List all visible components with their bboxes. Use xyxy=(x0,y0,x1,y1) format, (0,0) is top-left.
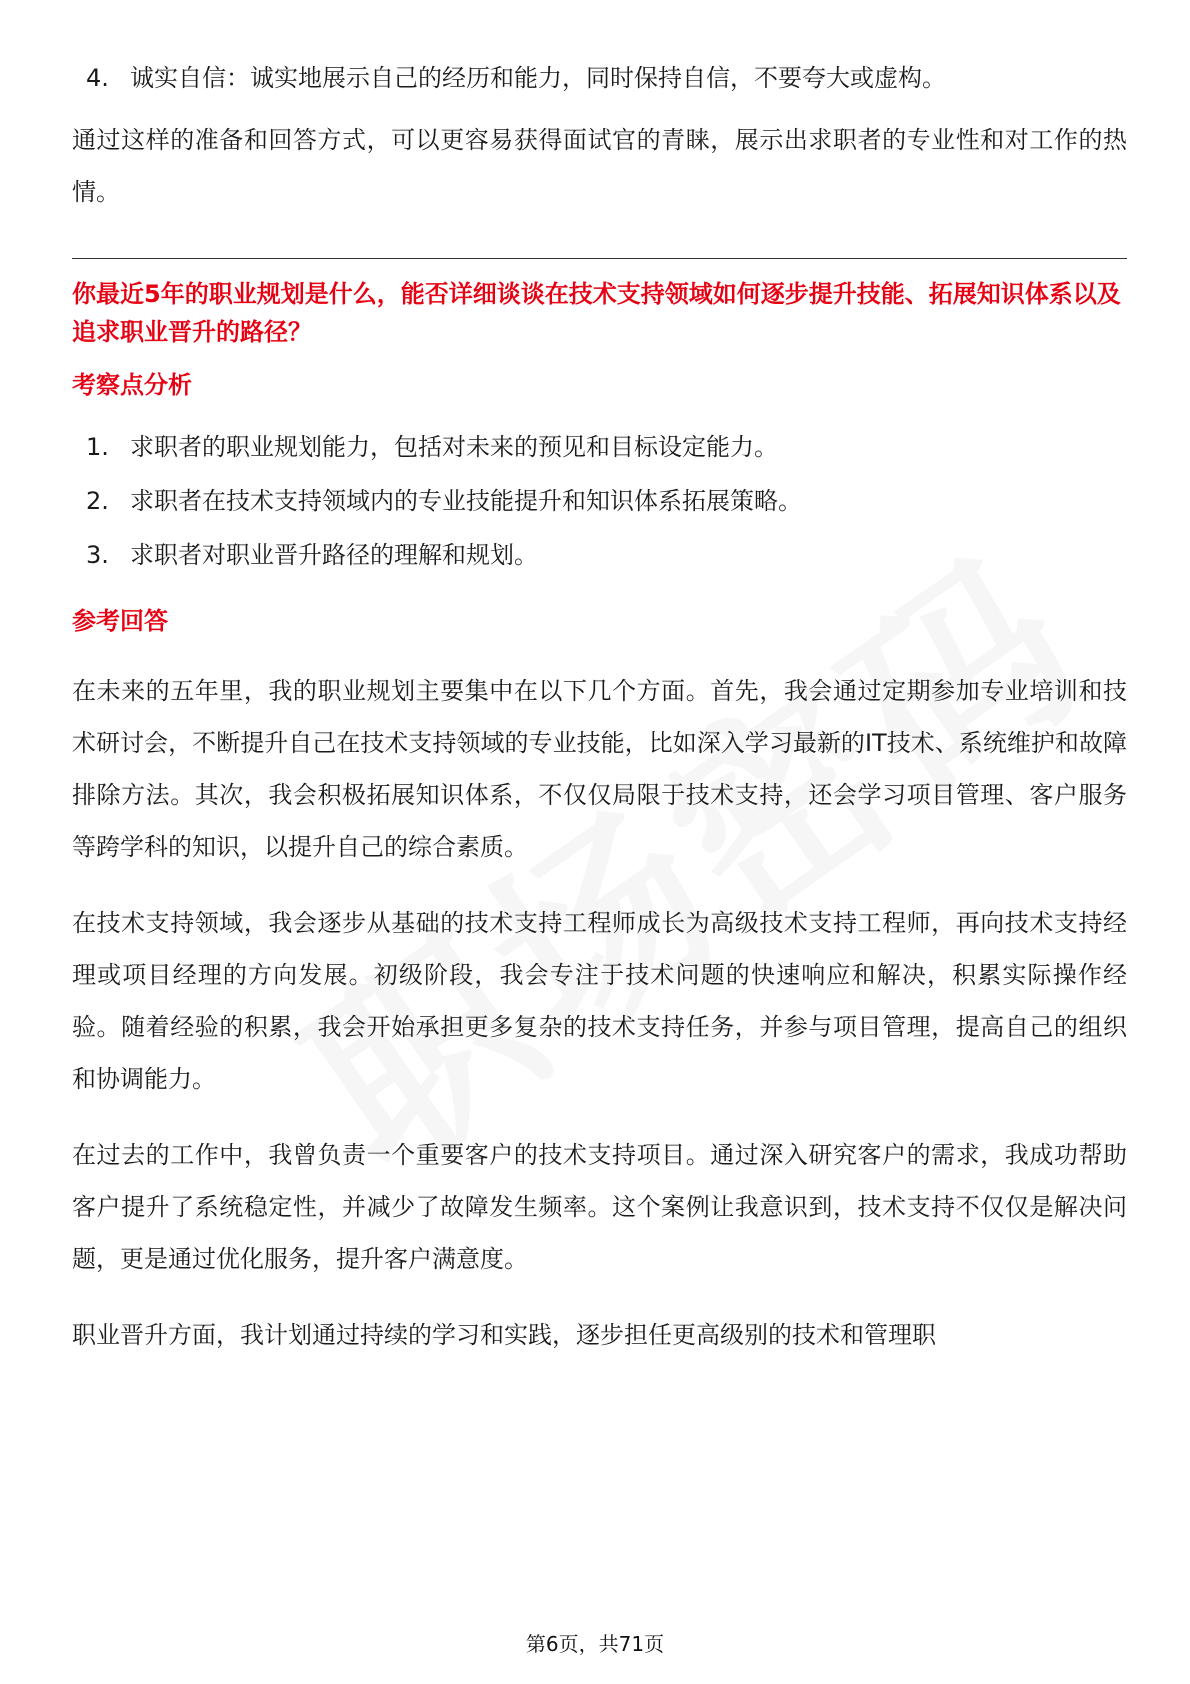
list-item-text: 求职者对职业晋升路径的理解和规划。 xyxy=(130,541,538,569)
page-content xyxy=(72,60,1127,1385)
list-item xyxy=(72,60,1127,96)
answer-paragraph: 职业晋升方面，我计划通过持续的学习和实践，逐步担任更高级别的技术和管理职 xyxy=(72,1321,936,1349)
top-list xyxy=(72,60,1127,96)
answer-title: 参考回答 xyxy=(72,607,168,635)
page-number-footer: 第6页，共71页 xyxy=(525,1632,665,1656)
list-item xyxy=(72,483,1127,519)
list-item-text: 求职者在技术支持领域内的专业技能提升和知识体系拓展策略。 xyxy=(130,487,802,515)
answer-paragraph: 在过去的工作中，我曾负责一个重要客户的技术支持项目。通过深入研究客户的需求，我成功帮助客户提升了系统稳定性，并减少了故障发生频率。这个案例让我意识到，技术支持不仅仅是解决问题，更是通过优化服务，提升客户满意度。 xyxy=(72,1141,1127,1273)
list-item xyxy=(72,429,1127,465)
section-divider xyxy=(72,258,1127,259)
analysis-list xyxy=(72,429,1127,573)
question-heading: 你最近5年的职业规划是什么，能否详细谈谈在技术支持领域如何逐步提升技能、拓展知识体系以及追求职业晋升的路径？ xyxy=(72,280,1121,346)
list-item-number: 2. xyxy=(86,487,109,515)
list-item-number: 4. xyxy=(86,64,109,92)
list-item-number: 3. xyxy=(86,541,109,569)
analysis-title: 考察点分析 xyxy=(72,371,192,399)
list-item-text: 诚实自信：诚实地展示自己的经历和能力，同时保持自信，不要夸大或虚构。 xyxy=(130,64,946,92)
answer-paragraph: 在未来的五年里，我的职业规划主要集中在以下几个方面。首先，我会通过定期参加专业培训和技术研讨会，不断提升自己在技术支持领域的专业技能，比如深入学习最新的IT技术、系统维护和故障排除方法。其次，我会积极拓展知识体系，不仅仅局限于技术支持，还会学习项目管理、客户服务等跨学科的知识，以提升自己的综合素质。 xyxy=(72,677,1127,861)
list-item-number: 1. xyxy=(86,433,109,461)
answer-paragraph: 在技术支持领域，我会逐步从基础的技术支持工程师成长为高级技术支持工程师，再向技术支持经理或项目经理的方向发展。初级阶段，我会专注于技术问题的快速响应和解决，积累实际操作经验。随着经验的积累，我会开始承担更多复杂的技术支持任务，并参与项目管理，提高自己的组织和协调能力。 xyxy=(72,909,1127,1093)
list-item xyxy=(72,537,1127,573)
summary-paragraph: 通过这样的准备和回答方式，可以更容易获得面试官的青睐，展示出求职者的专业性和对工作的热情。 xyxy=(72,126,1127,206)
list-item-text: 求职者的职业规划能力，包括对未来的预见和目标设定能力。 xyxy=(130,433,778,461)
